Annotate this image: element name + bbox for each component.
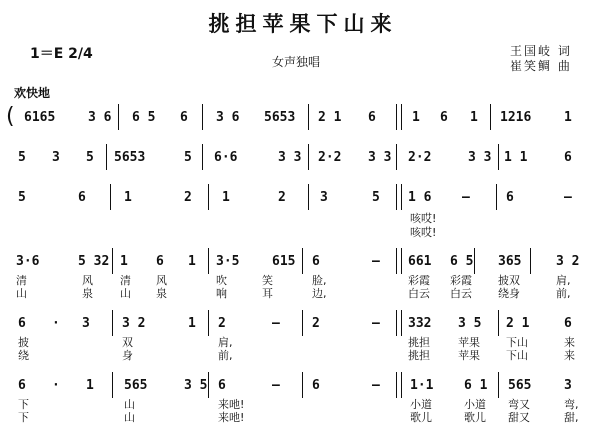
lyric: 泉 bbox=[82, 287, 93, 300]
sustain-dash: — bbox=[272, 316, 280, 331]
lyric: 挑担 bbox=[408, 336, 430, 349]
note: 6 5 bbox=[450, 254, 474, 269]
note: 1 bbox=[120, 254, 128, 269]
note: 1 bbox=[222, 190, 230, 205]
lyric: 山 bbox=[124, 411, 135, 424]
lyric: 披 bbox=[18, 336, 29, 349]
note: 6165 bbox=[24, 110, 56, 125]
note: 1 bbox=[564, 110, 572, 125]
lyric: 白云 bbox=[450, 287, 472, 300]
lyric: 前, bbox=[218, 349, 233, 362]
lyric: 下山 bbox=[506, 336, 528, 349]
note: 3 bbox=[320, 190, 328, 205]
lyric: 山 bbox=[124, 398, 135, 411]
section-barline bbox=[396, 104, 402, 130]
sustain-dash: — bbox=[564, 190, 572, 205]
lyric: 歌儿 bbox=[464, 411, 486, 424]
note: 2 bbox=[184, 190, 192, 205]
lyric: 弯, bbox=[564, 398, 579, 411]
note: 3 bbox=[564, 378, 572, 393]
note: 3 5 bbox=[458, 316, 482, 331]
note: 3·5 bbox=[216, 254, 240, 269]
barline bbox=[498, 372, 499, 398]
lyric: 咳哎! bbox=[410, 212, 437, 225]
note: 1 bbox=[412, 110, 420, 125]
barline bbox=[202, 104, 203, 130]
barline bbox=[490, 104, 491, 130]
lyric: 小道 bbox=[410, 398, 432, 411]
barline bbox=[110, 184, 111, 210]
note: 1216 bbox=[500, 110, 532, 125]
barline bbox=[118, 104, 119, 130]
lyric: 肩, bbox=[218, 336, 233, 349]
lyric: 来 bbox=[564, 336, 575, 349]
note: 6 1 bbox=[464, 378, 488, 393]
note: 6 bbox=[180, 110, 188, 125]
lyric: 脸, bbox=[312, 274, 327, 287]
lyric: 耳 bbox=[262, 287, 273, 300]
note: 6 bbox=[312, 254, 320, 269]
note: 6 bbox=[564, 316, 572, 331]
lyric: 下 bbox=[18, 411, 29, 424]
lyric: 泉 bbox=[156, 287, 167, 300]
barline bbox=[106, 144, 107, 170]
lyric: 来 bbox=[564, 349, 575, 362]
note: 3 bbox=[82, 316, 90, 331]
sustain-dash: — bbox=[272, 378, 280, 393]
note: 2 1 bbox=[506, 316, 530, 331]
lyric: 白云 bbox=[408, 287, 430, 300]
lyric: 下 bbox=[18, 398, 29, 411]
barline bbox=[202, 144, 203, 170]
note: 3 5 bbox=[184, 378, 208, 393]
barline bbox=[112, 372, 113, 398]
section-barline bbox=[396, 248, 402, 274]
key-signature: 1＝E 2/4 bbox=[30, 46, 93, 62]
note: 1 1 bbox=[504, 150, 528, 165]
lyric: 绕身 bbox=[498, 287, 520, 300]
barline bbox=[302, 310, 303, 336]
barline bbox=[474, 248, 475, 274]
lyricist-credit: 王国岐 词 bbox=[510, 44, 572, 58]
note: 6·6 bbox=[214, 150, 238, 165]
note: 6 bbox=[440, 110, 448, 125]
barline bbox=[496, 184, 497, 210]
performance-subtitle: 女声独唱 bbox=[272, 55, 321, 69]
section-barline bbox=[396, 372, 402, 398]
note: 615 bbox=[272, 254, 296, 269]
note: 5 bbox=[18, 150, 26, 165]
note: 5 bbox=[372, 190, 380, 205]
note: 565 bbox=[508, 378, 532, 393]
sustain-dash: — bbox=[462, 190, 470, 205]
note: 3 2 bbox=[122, 316, 146, 331]
note: 3 3 bbox=[368, 150, 392, 165]
sustain-dash: — bbox=[372, 378, 380, 393]
lyric: 歌儿 bbox=[410, 411, 432, 424]
note: 3 2 bbox=[556, 254, 580, 269]
note: 2·2 bbox=[408, 150, 432, 165]
note: 2 bbox=[218, 316, 226, 331]
barline bbox=[498, 310, 499, 336]
note: 6 bbox=[368, 110, 376, 125]
tempo-marking: 欢快地 bbox=[14, 86, 51, 100]
note: 3 bbox=[52, 150, 60, 165]
note: 6 5 bbox=[132, 110, 156, 125]
lyric: 绕 bbox=[18, 349, 29, 362]
lyric: 山 bbox=[120, 287, 131, 300]
lyric: 苹果 bbox=[458, 349, 480, 362]
barline bbox=[112, 248, 113, 274]
sustain-dash: — bbox=[372, 316, 380, 331]
note: 2 1 bbox=[318, 110, 342, 125]
lyric: 山 bbox=[16, 287, 27, 300]
lyric: 彩霞 bbox=[408, 274, 430, 287]
composer-credit: 崔笑鲷 曲 bbox=[510, 59, 572, 73]
note: 6 bbox=[312, 378, 320, 393]
lyric: 苹果 bbox=[458, 336, 480, 349]
note: 6 bbox=[78, 190, 86, 205]
note: 6 bbox=[564, 150, 572, 165]
lyric: 甜, bbox=[564, 411, 579, 424]
dot-mark: · bbox=[52, 316, 60, 331]
lyric: 来吔! bbox=[218, 411, 245, 424]
note: 3 3 bbox=[278, 150, 302, 165]
note: 5653 bbox=[114, 150, 146, 165]
note: 365 bbox=[498, 254, 522, 269]
note: 2 bbox=[312, 316, 320, 331]
note: 1 bbox=[124, 190, 132, 205]
barline bbox=[302, 372, 303, 398]
note: 1 bbox=[86, 378, 94, 393]
barline bbox=[396, 144, 397, 170]
lyric: 肩, bbox=[556, 274, 571, 287]
lyric: 甜又 bbox=[508, 411, 530, 424]
barline bbox=[112, 310, 113, 336]
note: 1 bbox=[470, 110, 478, 125]
barline bbox=[302, 248, 303, 274]
barline bbox=[498, 144, 499, 170]
lyric: 清 bbox=[120, 274, 131, 287]
note: 2 bbox=[278, 190, 286, 205]
lyric: 前, bbox=[556, 287, 571, 300]
barline bbox=[208, 310, 209, 336]
note: 332 bbox=[408, 316, 432, 331]
sustain-dash: — bbox=[372, 254, 380, 269]
note: 1 bbox=[188, 254, 196, 269]
note: 5 bbox=[18, 190, 26, 205]
note: 5 bbox=[184, 150, 192, 165]
section-barline bbox=[396, 310, 402, 336]
lyric: 来吔! bbox=[218, 398, 245, 411]
lyric: 下山 bbox=[506, 349, 528, 362]
lyric: 响 bbox=[216, 287, 227, 300]
note: 6 bbox=[506, 190, 514, 205]
lyric: 咳哎! bbox=[410, 226, 437, 239]
lyric: 彩霞 bbox=[450, 274, 472, 287]
note: 3 6 bbox=[216, 110, 240, 125]
note: 661 bbox=[408, 254, 432, 269]
lyric: 小道 bbox=[464, 398, 486, 411]
note: 5 bbox=[86, 150, 94, 165]
dot-mark: · bbox=[52, 378, 60, 393]
note: 6 bbox=[156, 254, 164, 269]
note: 5 32 bbox=[78, 254, 110, 269]
note: 1·1 bbox=[410, 378, 434, 393]
section-barline bbox=[396, 184, 402, 210]
lyric: 挑担 bbox=[408, 349, 430, 362]
barline bbox=[208, 184, 209, 210]
barline bbox=[308, 144, 309, 170]
barline bbox=[208, 372, 209, 398]
note: 5653 bbox=[264, 110, 296, 125]
lyric: 披双 bbox=[498, 274, 520, 287]
lyric: 双 bbox=[122, 336, 133, 349]
note: 2·2 bbox=[318, 150, 342, 165]
lyric: 身 bbox=[122, 349, 133, 362]
barline bbox=[208, 248, 209, 274]
note: 3·6 bbox=[16, 254, 40, 269]
note: 6 bbox=[18, 378, 26, 393]
lyric: 清 bbox=[16, 274, 27, 287]
note: 1 bbox=[188, 316, 196, 331]
song-title: 挑担苹果下山来 bbox=[208, 12, 398, 36]
note: 6 bbox=[18, 316, 26, 331]
lyric: 边, bbox=[312, 287, 327, 300]
repeat-paren: ( bbox=[6, 104, 15, 129]
note: 6 bbox=[218, 378, 226, 393]
note: 1 6 bbox=[408, 190, 432, 205]
note: 3 3 bbox=[468, 150, 492, 165]
lyric: 笑 bbox=[262, 274, 273, 287]
barline bbox=[530, 248, 531, 274]
lyric: 弯又 bbox=[508, 398, 530, 411]
lyric: 吹 bbox=[216, 274, 227, 287]
barline bbox=[308, 104, 309, 130]
lyric: 风 bbox=[156, 274, 167, 287]
lyric: 风 bbox=[82, 274, 93, 287]
note: 565 bbox=[124, 378, 148, 393]
note: 3 6 bbox=[88, 110, 112, 125]
barline bbox=[308, 184, 309, 210]
